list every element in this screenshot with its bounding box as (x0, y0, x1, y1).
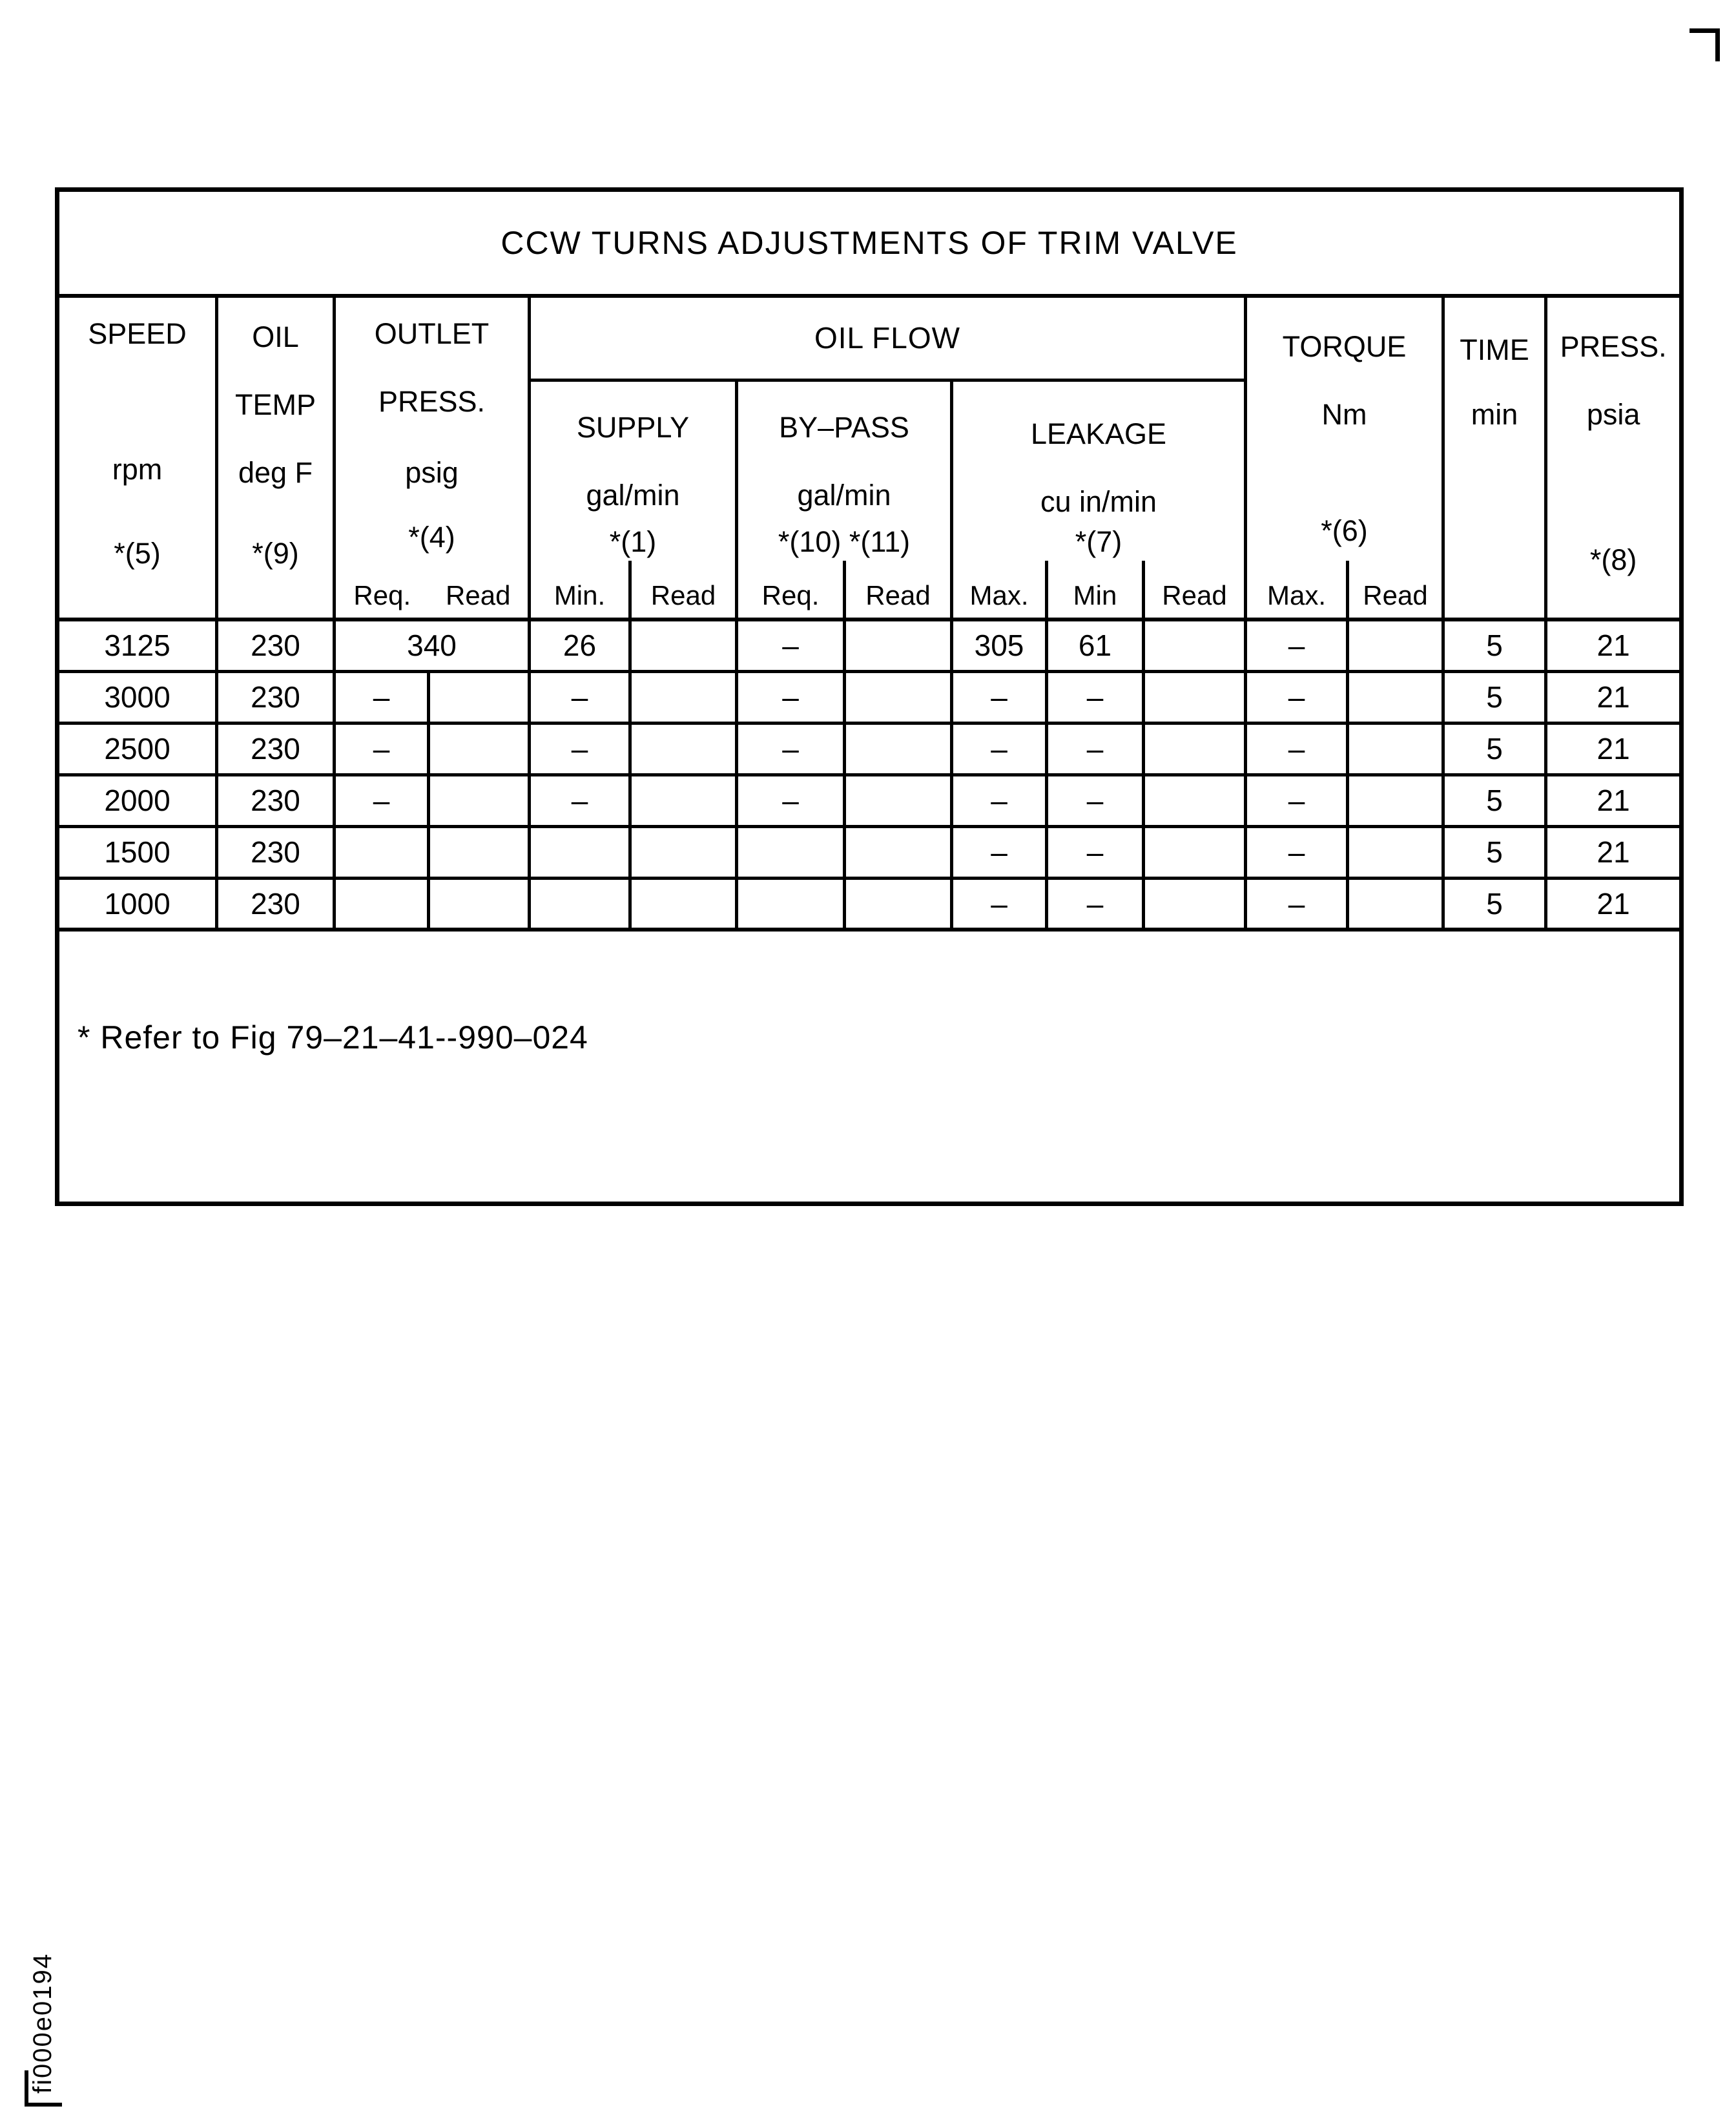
supply-min-subheader: Min. (530, 561, 630, 620)
bypass-req-cell (737, 826, 845, 878)
supply-read-cell (630, 775, 737, 826)
leakage-max-subheader: Max. (952, 561, 1047, 620)
leakage-read-cell (1144, 826, 1246, 878)
time-cell: 5 (1443, 671, 1546, 723)
footnote-cell (57, 930, 1682, 1204)
table-row (57, 878, 1682, 930)
outlet-press-unit: psig (405, 456, 459, 489)
torque-label: TORQUE (1282, 330, 1407, 363)
time-cell: 5 (1443, 878, 1546, 930)
torque-read-cell (1348, 775, 1443, 826)
press-cell: 21 (1546, 620, 1682, 671)
supply-read-subheader: Read (630, 561, 737, 620)
header-row-groups (57, 296, 1682, 380)
outlet-read-cell (429, 775, 530, 826)
torque-read-cell (1348, 620, 1443, 671)
leakage-min-cell: – (1047, 826, 1144, 878)
leakage-min-cell: – (1047, 723, 1144, 775)
title-row (57, 190, 1682, 297)
leakage-read-cell (1144, 775, 1246, 826)
table-title (57, 190, 1682, 297)
torque-read-subheader: Read (1348, 561, 1443, 620)
torque-max-cell: – (1246, 826, 1348, 878)
outlet-req-cell: – (335, 723, 429, 775)
leakage-min-cell: 61 (1047, 620, 1144, 671)
bypass-label: BY–PASS (779, 411, 909, 444)
speed-label: SPEED (88, 317, 187, 350)
outlet-req-cell: – (335, 775, 429, 826)
outlet-press-label-2: PRESS. (378, 385, 486, 418)
oil-temp-cell: 230 (217, 826, 335, 878)
bypass-req-cell: – (737, 775, 845, 826)
oil-temp-label-1: OIL (252, 320, 299, 353)
oil-temp-cell: 230 (217, 620, 335, 671)
time-header-cell (1443, 296, 1546, 620)
torque-max-cell: – (1246, 723, 1348, 775)
leakage-ref: *(7) (1075, 525, 1122, 559)
table-title-text: CCW TURNS ADJUSTMENTS OF TRIM VALVE (501, 225, 1238, 261)
leakage-max-cell: – (952, 723, 1047, 775)
leakage-read-cell (1144, 723, 1246, 775)
speed-header-cell (57, 296, 217, 620)
leakage-read-cell (1144, 671, 1246, 723)
torque-read-cell (1348, 826, 1443, 878)
leakage-max-cell: 305 (952, 620, 1047, 671)
bypass-read-cell (845, 826, 952, 878)
outlet-press-merged-cell: 340 (335, 620, 530, 671)
outlet-read-cell (429, 723, 530, 775)
oil-temp-label-2: TEMP (234, 388, 316, 421)
supply-ref: *(1) (609, 525, 657, 559)
leakage-max-cell: – (952, 826, 1047, 878)
supply-header-cell (530, 380, 737, 561)
oil-flow-label: OIL FLOW (814, 321, 961, 355)
press-header-cell (1546, 296, 1682, 620)
outlet-press-header-cell (335, 296, 530, 561)
supply-min-cell: – (530, 723, 630, 775)
leakage-min-cell: – (1047, 775, 1144, 826)
torque-max-cell: – (1246, 775, 1348, 826)
leakage-read-subheader: Read (1144, 561, 1246, 620)
bypass-read-cell (845, 878, 952, 930)
torque-max-cell: – (1246, 671, 1348, 723)
oil-temp-header-cell (217, 296, 335, 620)
outlet-press-ref: *(4) (408, 521, 455, 554)
press-label: PRESS. (1560, 330, 1667, 363)
footnote-text: * Refer to Fig 79–21–41--990–024 (78, 1019, 588, 1056)
figure-id-label: fi000e0194 (28, 1953, 57, 2094)
press-cell: 21 (1546, 878, 1682, 930)
torque-read-cell (1348, 671, 1443, 723)
bypass-req-cell: – (737, 620, 845, 671)
press-cell: 21 (1546, 671, 1682, 723)
outlet-read-cell (429, 826, 530, 878)
supply-read-cell (630, 723, 737, 775)
torque-read-cell (1348, 723, 1443, 775)
leakage-min-cell: – (1047, 878, 1144, 930)
time-cell: 5 (1443, 620, 1546, 671)
trim-valve-table (55, 187, 1684, 1206)
torque-read-cell (1348, 878, 1443, 930)
outlet-req-subheader: Req. (335, 561, 429, 620)
footnote-row (57, 930, 1682, 1204)
supply-read-cell (630, 671, 737, 723)
torque-unit: Nm (1321, 398, 1367, 431)
bypass-header-cell (737, 380, 952, 561)
table-row (57, 826, 1682, 878)
supply-min-cell: 26 (530, 620, 630, 671)
time-cell: 5 (1443, 826, 1546, 878)
supply-min-cell: – (530, 775, 630, 826)
bypass-req-cell: – (737, 671, 845, 723)
outlet-read-cell (429, 671, 530, 723)
supply-read-cell (630, 878, 737, 930)
speed-cell: 3000 (57, 671, 217, 723)
table-row (57, 671, 1682, 723)
bypass-read-cell (845, 775, 952, 826)
speed-cell: 3125 (57, 620, 217, 671)
outlet-read-cell (429, 878, 530, 930)
bypass-ref: *(10) *(11) (778, 525, 911, 559)
leakage-max-cell: – (952, 671, 1047, 723)
leakage-read-cell (1144, 620, 1246, 671)
supply-label: SUPPLY (576, 411, 690, 444)
oil-flow-group-header-cell (530, 296, 1246, 380)
leakage-read-cell (1144, 878, 1246, 930)
outlet-req-cell (335, 878, 429, 930)
press-ref: *(8) (1589, 543, 1637, 576)
time-label: TIME (1460, 333, 1529, 366)
leakage-max-cell: – (952, 775, 1047, 826)
oil-temp-cell: 230 (217, 723, 335, 775)
speed-cell: 1500 (57, 826, 217, 878)
speed-cell: 2000 (57, 775, 217, 826)
outlet-req-cell: – (335, 671, 429, 723)
table-row (57, 620, 1682, 671)
torque-max-cell: – (1246, 620, 1348, 671)
outlet-req-cell (335, 826, 429, 878)
outlet-read-subheader: Read (446, 580, 511, 610)
oil-temp-unit: deg F (238, 456, 313, 489)
leakage-unit: cu in/min (1040, 485, 1157, 519)
press-cell: 21 (1546, 775, 1682, 826)
bypass-req-subheader: Req. (737, 561, 845, 620)
supply-min-cell (530, 878, 630, 930)
bypass-read-subheader: Read (845, 561, 952, 620)
bypass-req-cell: – (737, 723, 845, 775)
supply-read-cell (630, 826, 737, 878)
speed-unit: rpm (112, 453, 163, 486)
bypass-read-cell (845, 723, 952, 775)
torque-header-cell (1246, 296, 1443, 561)
table-row (57, 723, 1682, 775)
torque-max-cell: – (1246, 878, 1348, 930)
supply-read-cell (630, 620, 737, 671)
time-cell: 5 (1443, 775, 1546, 826)
press-unit: psia (1586, 398, 1640, 431)
leakage-header-cell (952, 380, 1246, 561)
supply-min-cell (530, 826, 630, 878)
supply-min-cell: – (530, 671, 630, 723)
outlet-press-label-1: OUTLET (374, 317, 490, 350)
bypass-read-cell (845, 671, 952, 723)
bypass-unit: gal/min (797, 479, 891, 512)
bypass-read-cell (845, 620, 952, 671)
oil-temp-cell: 230 (217, 671, 335, 723)
top-right-corner-mark (1690, 28, 1720, 61)
oil-temp-ref: *(9) (252, 537, 299, 570)
time-unit: min (1471, 398, 1518, 431)
press-cell: 21 (1546, 723, 1682, 775)
leakage-label: LEAKAGE (1030, 417, 1167, 451)
time-cell: 5 (1443, 723, 1546, 775)
press-cell: 21 (1546, 826, 1682, 878)
speed-ref: *(5) (114, 537, 161, 570)
torque-max-subheader: Max. (1246, 561, 1348, 620)
oil-temp-cell: 230 (217, 775, 335, 826)
leakage-min-cell: – (1047, 671, 1144, 723)
table-row (57, 775, 1682, 826)
leakage-max-cell: – (952, 878, 1047, 930)
bypass-req-cell (737, 878, 845, 930)
oil-temp-cell: 230 (217, 878, 335, 930)
leakage-min-subheader: Min (1047, 561, 1144, 620)
speed-cell: 1000 (57, 878, 217, 930)
torque-ref: *(6) (1321, 514, 1368, 547)
speed-cell: 2500 (57, 723, 217, 775)
supply-unit: gal/min (586, 479, 680, 512)
